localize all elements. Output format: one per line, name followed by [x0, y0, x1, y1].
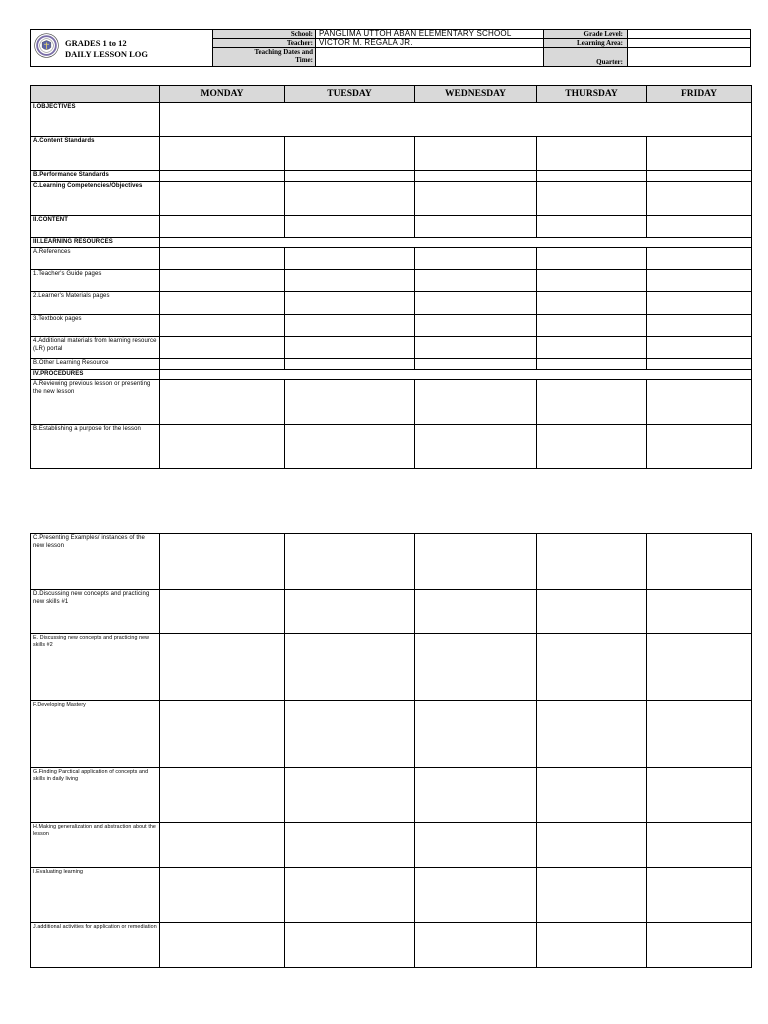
row-label-developing-mastery: F.Developing Mastery [31, 701, 160, 768]
cell[interactable] [285, 868, 415, 923]
cell[interactable] [537, 634, 647, 701]
row-label-evaluating-learning: I.Evaluating learning [31, 868, 160, 923]
cell[interactable] [415, 292, 537, 315]
row-label-discussing-concepts-1: D.Discussing new concepts and practicing new skills #1 [31, 590, 160, 634]
header-table [30, 29, 751, 67]
day-header-friday: FRIDAY [647, 86, 752, 103]
cell[interactable] [160, 823, 285, 868]
cell[interactable] [647, 590, 752, 634]
cell[interactable] [415, 215, 537, 237]
cell[interactable] [537, 359, 647, 370]
cell[interactable] [647, 923, 752, 968]
cell[interactable] [160, 337, 285, 359]
cell[interactable] [415, 181, 537, 215]
row-label-discussing-concepts-2: E. Discussing new concepts and practicing new skills #2 [31, 634, 160, 701]
cell[interactable] [647, 137, 752, 171]
cell[interactable] [285, 181, 415, 215]
cell[interactable] [160, 768, 285, 823]
cell[interactable] [285, 215, 415, 237]
cell[interactable] [415, 248, 537, 270]
cell[interactable] [415, 425, 537, 469]
cell[interactable] [647, 701, 752, 768]
row-label-content: II.CONTENT [31, 215, 160, 237]
cell[interactable] [647, 823, 752, 868]
cell[interactable] [160, 292, 285, 315]
cell[interactable] [647, 215, 752, 237]
row-label-learners-materials-pages: 2.Learner's Materials pages [31, 292, 160, 315]
day-header-thursday: THURSDAY [537, 86, 647, 103]
row-label-generalization: H.Making generalization and abstraction about the lesson [31, 823, 160, 868]
cell[interactable] [537, 590, 647, 634]
cell[interactable] [537, 171, 647, 182]
cell[interactable] [160, 534, 285, 590]
row-label-practical-application: G.Finding Parctical application of concepts and skills in daily living [31, 768, 160, 823]
cell[interactable] [160, 359, 285, 370]
cell[interactable] [285, 768, 415, 823]
cell[interactable] [415, 380, 537, 425]
cell[interactable] [285, 534, 415, 590]
quarter-value[interactable] [628, 48, 751, 67]
teacher-label: Teacher: [213, 39, 316, 48]
corner-header [31, 86, 160, 103]
learning-area-value[interactable] [628, 39, 751, 48]
cell[interactable] [285, 923, 415, 968]
learning-area-label: Learning Area: [544, 39, 628, 48]
school-label: School: [213, 30, 316, 39]
cell[interactable] [285, 701, 415, 768]
row-label-procedures: IV.PROCEDURES [31, 369, 160, 380]
title-line-2: DAILY LESSON LOG [65, 49, 148, 59]
cell[interactable] [537, 380, 647, 425]
cell[interactable] [647, 315, 752, 337]
cell[interactable] [647, 270, 752, 292]
cell[interactable] [537, 181, 647, 215]
cell[interactable] [537, 215, 647, 237]
day-header-tuesday: TUESDAY [285, 86, 415, 103]
cell[interactable] [415, 171, 537, 182]
cell[interactable] [285, 634, 415, 701]
cell[interactable] [647, 248, 752, 270]
cell[interactable] [285, 315, 415, 337]
objectives-merged-cell[interactable] [160, 103, 752, 137]
deped-seal-icon [34, 33, 59, 58]
row-label-additional-activities: J.additional activities for application or remediation [31, 923, 160, 968]
cell[interactable] [160, 590, 285, 634]
row-label-content-standards: A.Content Standards [31, 137, 160, 171]
cell[interactable] [285, 270, 415, 292]
cell[interactable] [415, 337, 537, 359]
grade-level-value[interactable] [628, 30, 751, 39]
title-line-1: GRADES 1 to 12 [65, 38, 127, 48]
cell[interactable] [160, 270, 285, 292]
cell[interactable] [537, 868, 647, 923]
procedures-merged-cell[interactable] [160, 369, 752, 380]
row-label-reviewing-previous-lesson: A.Reviewing previous lesson or presenting the new lesson [31, 380, 160, 425]
quarter-label: Quarter: [544, 48, 628, 67]
cell[interactable] [537, 425, 647, 469]
row-label-performance-standards: B.Performance Standards [31, 171, 160, 182]
cell[interactable] [537, 248, 647, 270]
cell[interactable] [647, 337, 752, 359]
cell[interactable] [415, 137, 537, 171]
cell[interactable] [647, 425, 752, 469]
cell[interactable] [285, 337, 415, 359]
school-value[interactable]: PANGLIMA UTTOH ABAN ELEMENTARY SCHOOL [316, 30, 544, 39]
cell[interactable] [537, 823, 647, 868]
logo-title-cell [31, 30, 213, 67]
cell[interactable] [160, 634, 285, 701]
cell[interactable] [285, 380, 415, 425]
teaching-dates-label-line-1: Teaching Dates and [254, 48, 313, 56]
cell[interactable] [537, 337, 647, 359]
cell[interactable] [415, 634, 537, 701]
cell[interactable] [415, 823, 537, 868]
cell[interactable] [415, 534, 537, 590]
cell[interactable] [537, 923, 647, 968]
row-label-learning-competencies: C.Learning Competencies/Objectives [31, 181, 160, 215]
cell[interactable] [647, 768, 752, 823]
cell[interactable] [647, 181, 752, 215]
day-header-monday: MONDAY [160, 86, 285, 103]
teacher-value[interactable]: VICTOR M. REGALA JR. [316, 39, 544, 48]
cell[interactable] [415, 923, 537, 968]
cell[interactable] [285, 359, 415, 370]
cell[interactable] [647, 868, 752, 923]
row-label-additional-materials: 4.Additional materials from learning resource (LR) portal [31, 337, 160, 359]
day-header-wednesday: WEDNESDAY [415, 86, 537, 103]
teaching-dates-value[interactable] [316, 48, 544, 67]
document-title [65, 38, 148, 60]
lesson-log-table-page-2 [30, 533, 752, 968]
cell[interactable] [160, 315, 285, 337]
row-label-textbook-pages: 3.Textbook pages [31, 315, 160, 337]
cell[interactable] [537, 315, 647, 337]
cell[interactable] [537, 270, 647, 292]
cell[interactable] [647, 534, 752, 590]
cell[interactable] [160, 923, 285, 968]
cell[interactable] [285, 823, 415, 868]
cell[interactable] [537, 768, 647, 823]
cell[interactable] [647, 292, 752, 315]
cell[interactable] [415, 359, 537, 370]
cell[interactable] [160, 137, 285, 171]
cell[interactable] [647, 634, 752, 701]
cell[interactable] [160, 215, 285, 237]
cell[interactable] [415, 768, 537, 823]
row-label-references: A.References [31, 248, 160, 270]
cell[interactable] [537, 701, 647, 768]
cell[interactable] [537, 137, 647, 171]
cell[interactable] [415, 270, 537, 292]
grade-level-label: Grade Level: [544, 30, 628, 39]
cell[interactable] [160, 868, 285, 923]
learning-resources-merged-cell[interactable] [160, 237, 752, 248]
row-label-teachers-guide-pages: 1.Teacher's Guide pages [31, 270, 160, 292]
cell[interactable] [537, 292, 647, 315]
cell[interactable] [285, 137, 415, 171]
cell[interactable] [647, 359, 752, 370]
row-label-learning-resources: III.LEARNING RESOURCES [31, 237, 160, 248]
row-label-objectives: I.OBJECTIVES [31, 103, 160, 137]
cell[interactable] [160, 380, 285, 425]
cell[interactable] [415, 701, 537, 768]
row-label-presenting-examples: C.Presenting Examples/ instances of the new lesson [31, 534, 160, 590]
cell[interactable] [285, 248, 415, 270]
cell[interactable] [647, 380, 752, 425]
row-label-other-learning-resource: B.Other Learning Resource [31, 359, 160, 370]
cell[interactable] [647, 171, 752, 182]
cell[interactable] [537, 534, 647, 590]
teaching-dates-label-line-2: Time: [295, 56, 313, 64]
cell[interactable] [285, 425, 415, 469]
cell[interactable] [285, 171, 415, 182]
row-label-establishing-purpose: B.Establishing a purpose for the lesson [31, 425, 160, 469]
cell[interactable] [160, 181, 285, 215]
cell[interactable] [415, 868, 537, 923]
cell[interactable] [415, 315, 537, 337]
cell[interactable] [160, 171, 285, 182]
lesson-log-table-page-1 [30, 85, 752, 469]
cell[interactable] [415, 590, 537, 634]
cell[interactable] [285, 590, 415, 634]
teaching-dates-label [213, 48, 316, 67]
cell[interactable] [285, 292, 415, 315]
cell[interactable] [160, 248, 285, 270]
cell[interactable] [160, 701, 285, 768]
cell[interactable] [160, 425, 285, 469]
